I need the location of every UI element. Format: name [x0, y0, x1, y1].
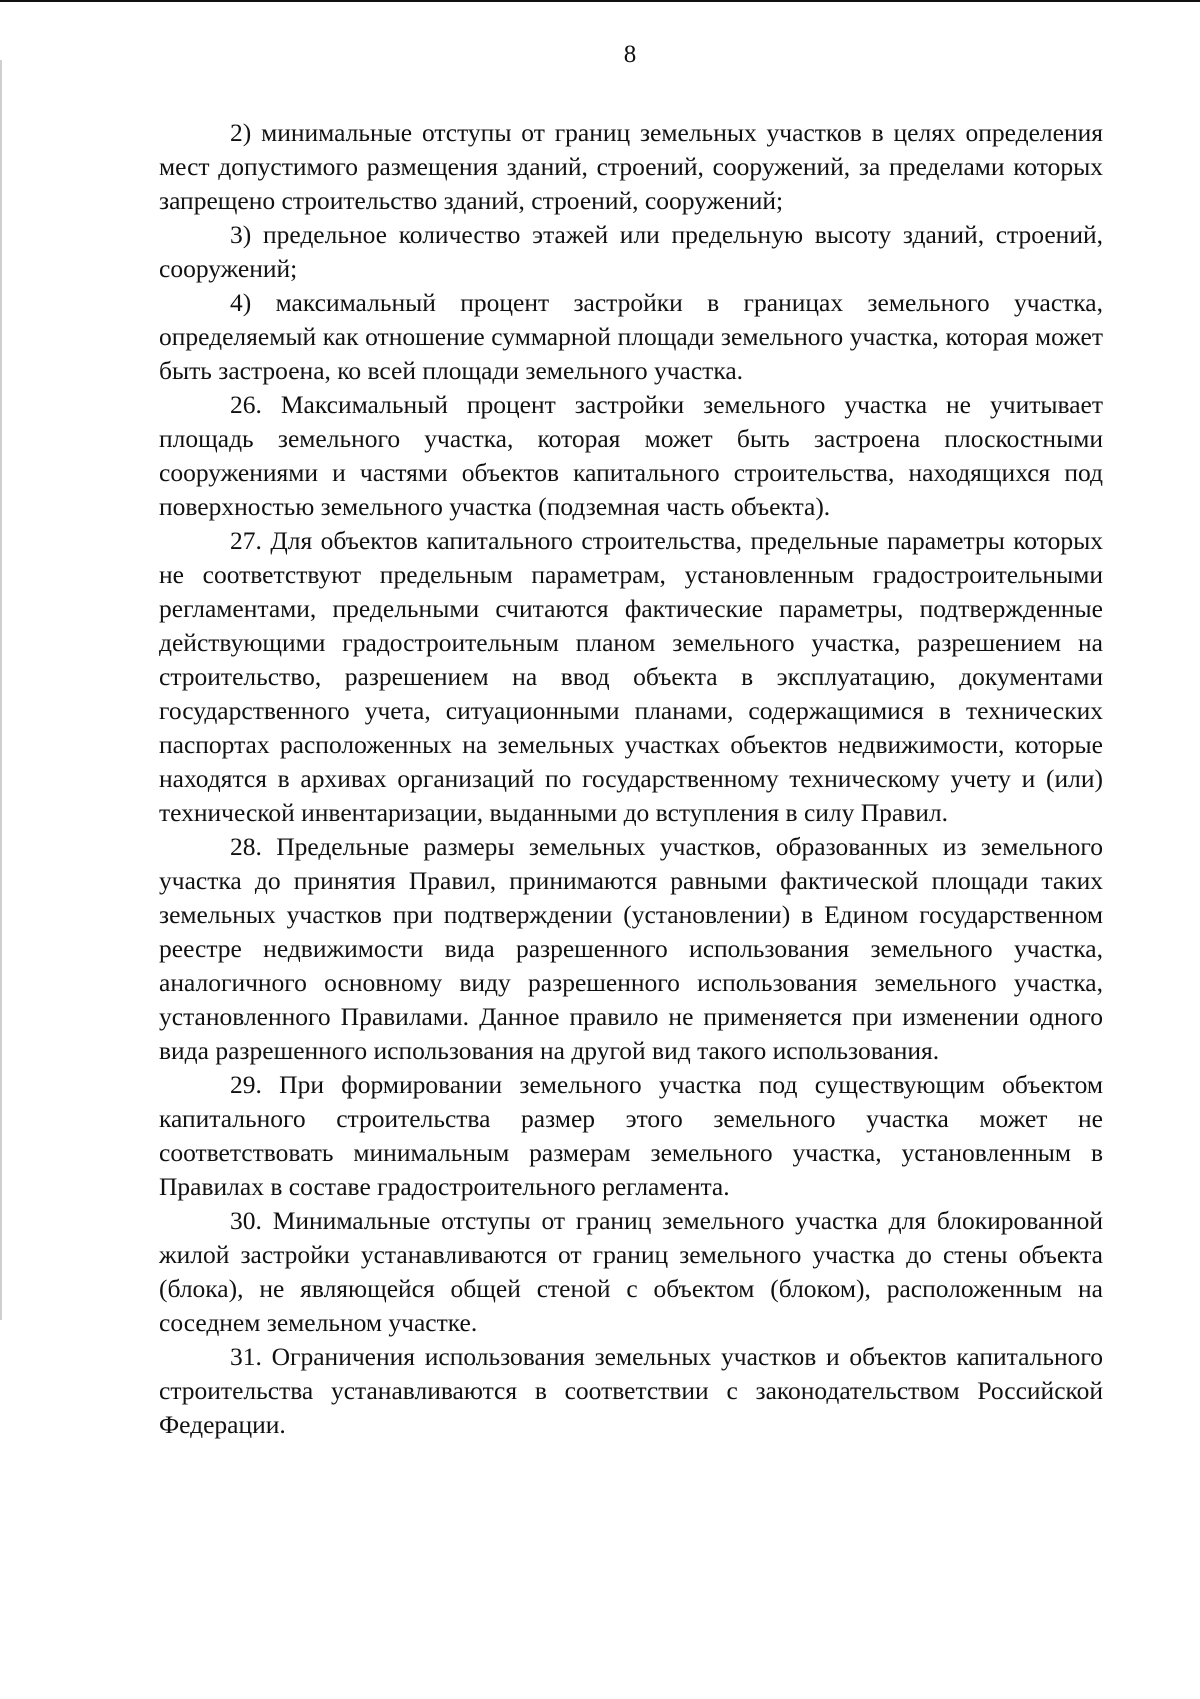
paragraph-item-3: 3) предельное количество этажей или предельную высоту зданий, строений, сооружений; — [159, 220, 1103, 283]
paragraph-27: 27. Для объектов капитального строительства, предельные параметры которых не соответствуют предельным параметрам, установленным градостроительными регламентами, предельными считаются фактические параметры, подтвержденные действующими градостроительным планом земельного участка, разрешением на строительство, разрешением на ввод объекта в эксплуатацию, документами государственного учета, ситуационными планами, содержащимися в технических паспортах расположенных на земельных участках объектов недвижимости, которые находятся в архивах организаций по государственному техническому учету и (или) технической инвентаризации, выданными до вступления в силу Правил. — [159, 526, 1103, 827]
page-number: 8 — [623, 41, 637, 68]
paragraph-30: 30. Минимальные отступы от границ земельного участка для блокированной жилой застройки устанавливаются от границ земельного участка до стены объекта (блока), не являющейся общей стеной с объектом (блоком), расположенным на соседнем земельном участке. — [159, 1206, 1103, 1337]
scan-edge-top — [0, 0, 1200, 2]
document-body — [159, 116, 1103, 1442]
paragraph-item-4: 4) максимальный процент застройки в границах земельного участка, определяемый как отношение суммарной площади земельного участка, которая может быть застроена, ко всей площади земельного участка. — [159, 288, 1103, 385]
paragraph-26: 26. Максимальный процент застройки земельного участка не учитывает площадь земельного участка, которая может быть застроена плоскостными сооружениями и частями объектов капитального строительства, находящихся под поверхностью земельного участка (подземная часть объекта). — [159, 390, 1103, 521]
scan-edge-left — [0, 60, 2, 1320]
paragraph-29: 29. При формировании земельного участка под существующим объектом капитального строительства размер этого земельного участка может не соответствовать минимальным размерам земельного участка, установленным в Правилах в составе градостроительного регламента. — [159, 1070, 1103, 1201]
paragraph-31: 31. Ограничения использования земельных участков и объектов капитального строительства устанавливаются в соответствии с законодательством Российской Федерации. — [159, 1342, 1103, 1439]
paragraph-28: 28. Предельные размеры земельных участков, образованных из земельного участка до принятия Правил, принимаются равными фактической площади таких земельных участков при подтверждении (установлении) в Едином государственном реестре недвижимости вида разрешенного использования земельного участка, аналогичного основному виду разрешенного использования земельного участка, установленного Правилами. Данное правило не применяется при изменении одного вида разрешенного использования на другой вид такого использования. — [159, 832, 1103, 1065]
paragraph-item-2: 2) минимальные отступы от границ земельных участков в целях определения мест допустимого размещения зданий, строений, сооружений, за пределами которых запрещено строительство зданий, строений, сооружений; — [159, 118, 1103, 215]
